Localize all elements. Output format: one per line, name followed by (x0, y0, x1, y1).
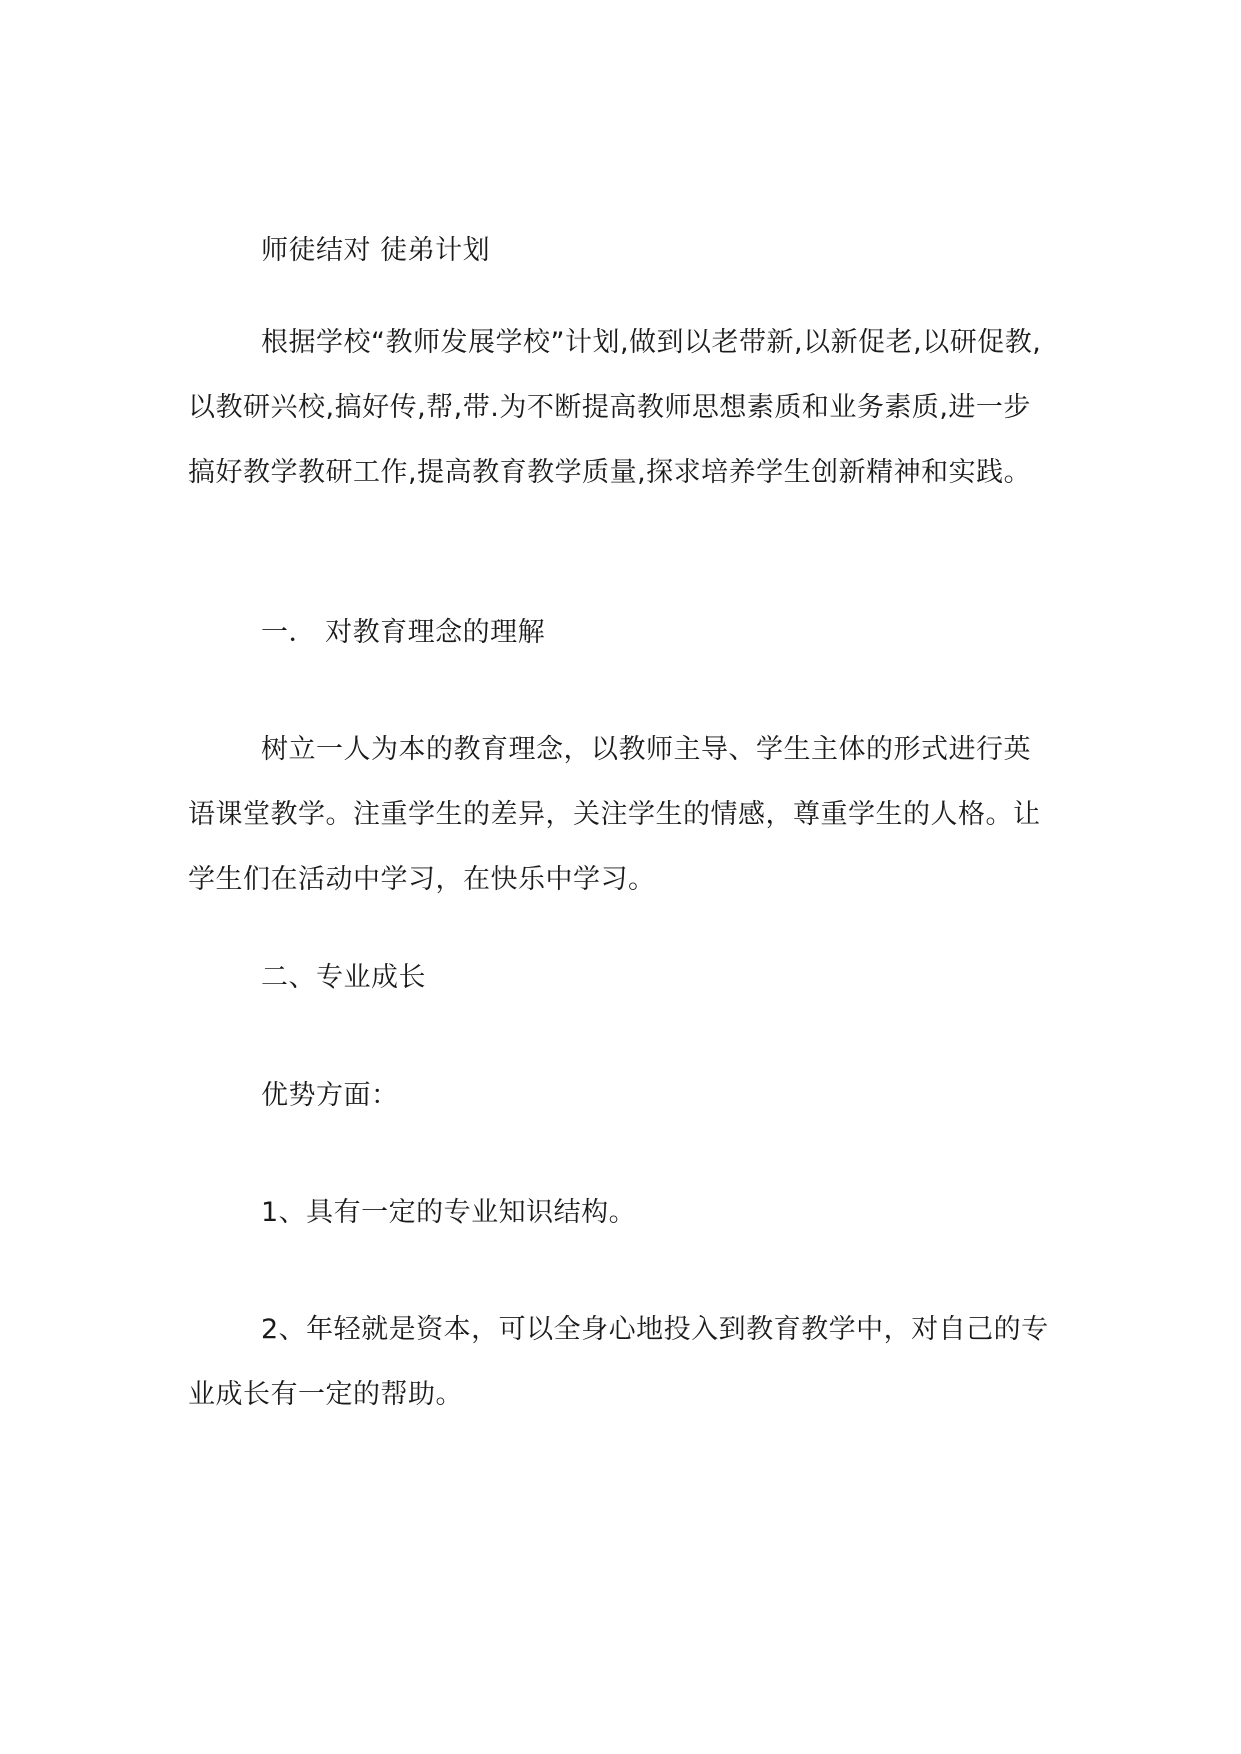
advantages-label: 优势方面： (261, 1080, 399, 1111)
list-item-2: 2、年轻就是资本，可以全身心地投入到教育教学中，对自己的专业成长有一定的帮助。 (188, 1314, 1049, 1410)
section1-heading: 一． 对教育理念的理解 (261, 617, 546, 648)
section2-heading: 二、专业成长 (261, 962, 426, 993)
document-title: 师徒结对 徒弟计划 (261, 235, 491, 266)
list-item-1: 1、具有一定的专业知识结构。 (261, 1197, 637, 1228)
section1-body: 树立一人为本的教育理念，以教师主导、学生主体的形式进行英语课堂教学。注重学生的差异，关注学生的情感，尊重学生的人格。让学生们在活动中学习，在快乐中学习。 (188, 734, 1041, 895)
intro-paragraph: 根据学校“教师发展学校”计划,做到以老带新,以新促老,以研促教,以教研兴校,搞好传,帮,带.为不断提高教师思想素质和业务素质,进一步搞好教学教研工作,提高教育教学质量,探求培养学生创新精神和实践。 (188, 327, 1042, 488)
